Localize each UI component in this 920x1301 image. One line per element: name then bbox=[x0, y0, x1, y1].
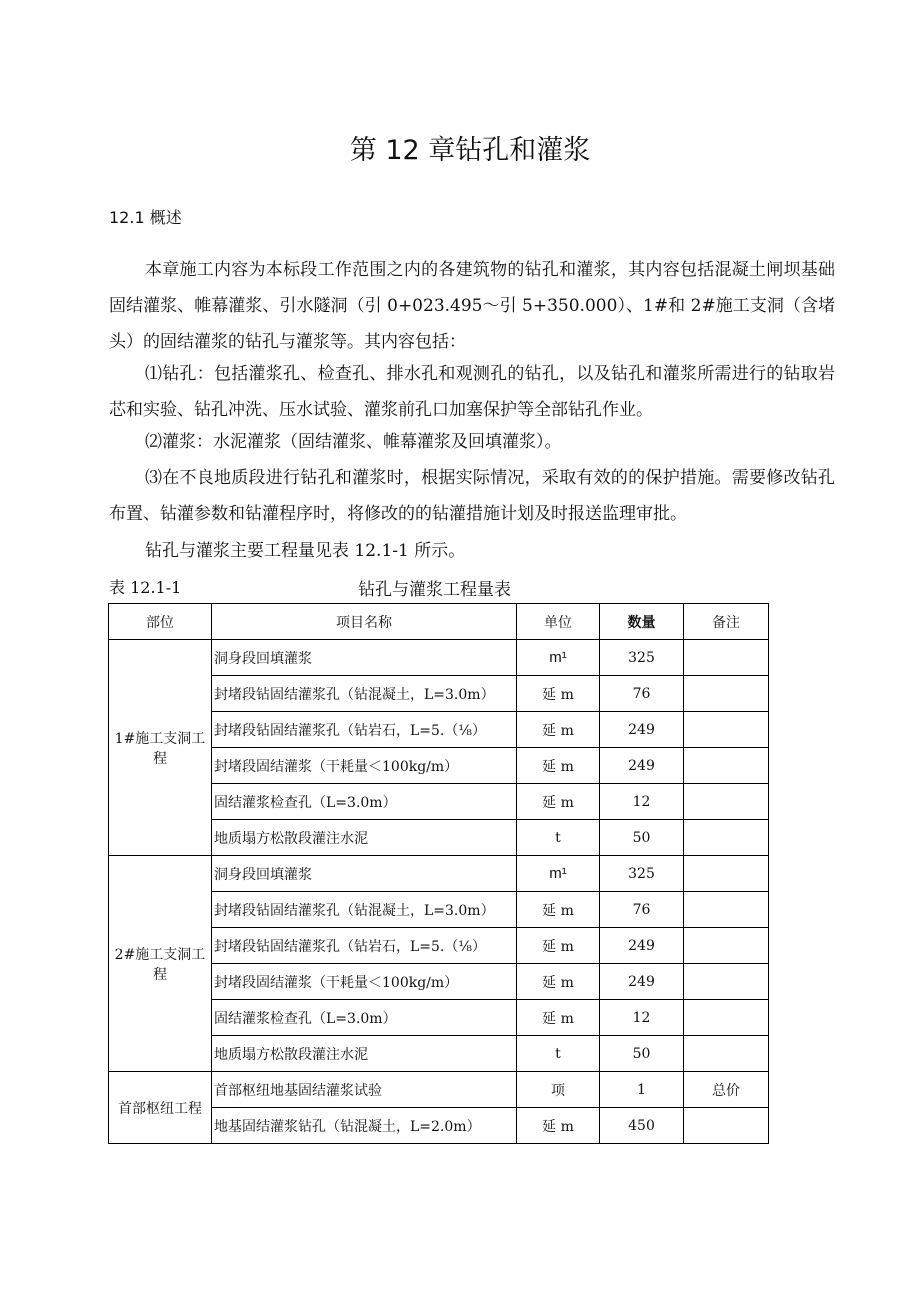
table-number: 表 12.1-1 bbox=[109, 578, 182, 597]
item-name-cell: 封堵段固结灌浆（干耗量＜100kg∕m） bbox=[212, 748, 517, 784]
header-part: 部位 bbox=[109, 604, 212, 640]
item-name-cell: 地质塌方松散段灌注水泥 bbox=[212, 820, 517, 856]
quantity-cell: 1 bbox=[600, 1072, 684, 1108]
table-row bbox=[109, 640, 769, 676]
item-name-cell: 固结灌浆检查孔（L=3.0m） bbox=[212, 1000, 517, 1036]
quantity-cell: 76 bbox=[600, 892, 684, 928]
item-name-cell: 固结灌浆检查孔（L=3.0m） bbox=[212, 784, 517, 820]
item-name-cell: 首部枢纽地基固结灌浆试验 bbox=[212, 1072, 517, 1108]
quantity-cell: 450 bbox=[600, 1108, 684, 1144]
unit-cell: 延 m bbox=[517, 1108, 600, 1144]
item-name-cell: 洞身段回填灌浆 bbox=[212, 856, 517, 892]
unit-cell: m¹ bbox=[517, 856, 600, 892]
paragraph-drilling: ⑴钻孔：包括灌浆孔、检查孔、排水孔和观测孔的钻孔，以及钻孔和灌浆所需进行的钻取岩芯和实验、钻孔冲洗、压水试验、灌浆前孔口加塞保护等全部钻孔作业。 bbox=[109, 364, 835, 420]
unit-cell: 延 m bbox=[517, 748, 600, 784]
unit-cell: 延 m bbox=[517, 784, 600, 820]
note-cell bbox=[684, 1000, 769, 1036]
unit-cell: 延 m bbox=[517, 964, 600, 1000]
note-cell bbox=[684, 784, 769, 820]
table-title: 钻孔与灌浆工程量表 bbox=[358, 580, 511, 600]
unit-cell: t bbox=[517, 820, 600, 856]
unit-cell: 延 m bbox=[517, 928, 600, 964]
table-row bbox=[109, 1072, 769, 1108]
quantity-cell: 50 bbox=[600, 1036, 684, 1072]
header-quantity: 数量 bbox=[600, 604, 684, 640]
paragraph-table-reference: 钻孔与灌浆主要工程量见表 12.1-1 所示。 bbox=[145, 541, 466, 561]
note-cell bbox=[684, 640, 769, 676]
table-row bbox=[109, 856, 769, 892]
unit-cell: t bbox=[517, 1036, 600, 1072]
note-cell bbox=[684, 964, 769, 1000]
header-note: 备注 bbox=[684, 604, 769, 640]
note-cell bbox=[684, 856, 769, 892]
quantity-cell: 50 bbox=[600, 820, 684, 856]
paragraph-bad-geology: ⑶在不良地质段进行钻孔和灌浆时，根据实际情况，采取有效的的保护措施。需要修改钻孔布置、钻灌参数和钻灌程序时，将修改的的钻灌措施计划及时报送监理审批。 bbox=[109, 468, 835, 524]
quantity-cell: 12 bbox=[600, 1000, 684, 1036]
paragraph-intro: 本章施工内容为本标段工作范围之内的各建筑物的钻孔和灌浆，其内容包括混凝土闸坝基础固结灌浆、帷幕灌浆、引水隧洞（引 0+023.495～引 5+350.000）、1#和 2#施工支洞（含堵头）的固结灌浆的钻孔与灌浆等。其内容包括： bbox=[109, 260, 835, 352]
part-cell: 2#施工支洞工程 bbox=[109, 856, 212, 1072]
item-name-cell: 封堵段钻固结灌浆孔（钻岩石，L=5.（⅛） bbox=[212, 712, 517, 748]
header-unit: 单位 bbox=[517, 604, 600, 640]
item-name-cell: 封堵段钻固结灌浆孔（钻混凝土，L=3.0m） bbox=[212, 676, 517, 712]
item-name-cell: 封堵段固结灌浆（干耗量＜100kg∕m） bbox=[212, 964, 517, 1000]
paragraph-grouting: ⑵灌浆：水泥灌浆（固结灌浆、帷幕灌浆及回填灌浆）。 bbox=[145, 432, 562, 452]
unit-cell: 延 m bbox=[517, 712, 600, 748]
quantity-cell: 249 bbox=[600, 712, 684, 748]
quantity-cell: 325 bbox=[600, 856, 684, 892]
note-cell: 总价 bbox=[684, 1072, 769, 1108]
part-cell: 首部枢纽工程 bbox=[109, 1072, 212, 1144]
unit-cell: 项 bbox=[517, 1072, 600, 1108]
note-cell bbox=[684, 676, 769, 712]
note-cell bbox=[684, 892, 769, 928]
quantity-table bbox=[108, 603, 769, 1144]
quantity-cell: 325 bbox=[600, 640, 684, 676]
quantity-cell: 249 bbox=[600, 748, 684, 784]
quantity-cell: 249 bbox=[600, 964, 684, 1000]
unit-cell: m¹ bbox=[517, 640, 600, 676]
header-item-name: 项目名称 bbox=[212, 604, 517, 640]
chapter-title: 第 12 章钻孔和灌浆 bbox=[349, 135, 591, 166]
quantity-cell: 76 bbox=[600, 676, 684, 712]
section-heading: 12.1 概述 bbox=[109, 208, 182, 227]
table-header-row bbox=[109, 604, 769, 640]
note-cell bbox=[684, 928, 769, 964]
note-cell bbox=[684, 712, 769, 748]
note-cell bbox=[684, 1108, 769, 1144]
item-name-cell: 封堵段钻固结灌浆孔（钻混凝土，L=3.0m） bbox=[212, 892, 517, 928]
quantity-cell: 12 bbox=[600, 784, 684, 820]
item-name-cell: 地基固结灌浆钻孔（钻混凝土，L=2.0m） bbox=[212, 1108, 517, 1144]
unit-cell: 延 m bbox=[517, 1000, 600, 1036]
unit-cell: 延 m bbox=[517, 676, 600, 712]
item-name-cell: 封堵段钻固结灌浆孔（钻岩石，L=5.（⅛） bbox=[212, 928, 517, 964]
note-cell bbox=[684, 820, 769, 856]
part-cell: 1#施工支洞工程 bbox=[109, 640, 212, 856]
item-name-cell: 地质塌方松散段灌注水泥 bbox=[212, 1036, 517, 1072]
item-name-cell: 洞身段回填灌浆 bbox=[212, 640, 517, 676]
unit-cell: 延 m bbox=[517, 892, 600, 928]
quantity-cell: 249 bbox=[600, 928, 684, 964]
note-cell bbox=[684, 1036, 769, 1072]
note-cell bbox=[684, 748, 769, 784]
